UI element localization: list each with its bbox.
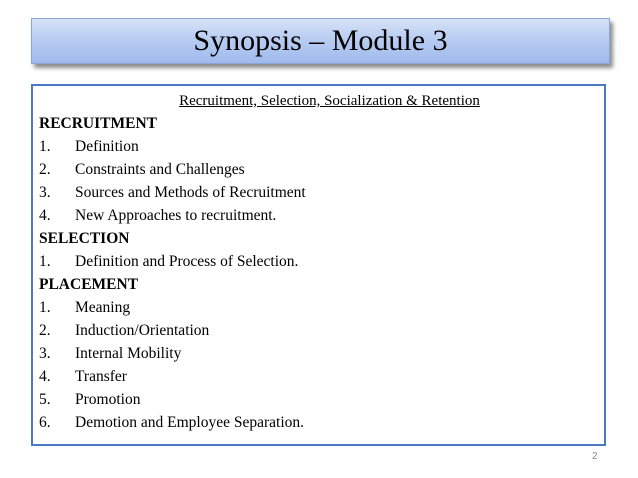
- list-item: [39, 411, 306, 434]
- list-item: [39, 319, 306, 342]
- list-item: [39, 135, 306, 158]
- list-item: [39, 365, 306, 388]
- item-text: Meaning: [75, 299, 131, 316]
- slide-title: Synopsis – Module 3: [193, 24, 448, 57]
- slide-number: 2: [592, 451, 598, 462]
- item-number: 4.: [39, 207, 51, 224]
- item-number: 1.: [39, 299, 51, 316]
- item-text: Constraints and Challenges: [75, 161, 245, 178]
- list-item: [39, 388, 306, 411]
- section-heading-placement: PLACEMENT: [39, 276, 139, 293]
- item-number: 1.: [39, 138, 51, 155]
- item-text: Demotion and Employee Separation.: [75, 414, 304, 431]
- item-text: New Approaches to recruitment.: [75, 207, 277, 224]
- item-number: 2.: [39, 161, 51, 178]
- list-item: [39, 342, 306, 365]
- list-item: [39, 204, 306, 227]
- subtitle-text: Recruitment, Selection, Socialization & Retention: [179, 93, 480, 109]
- section-heading-selection: SELECTION: [39, 230, 130, 247]
- item-text: Sources and Methods of Recruitment: [75, 184, 306, 201]
- item-number: 4.: [39, 368, 51, 385]
- list-item: [39, 250, 306, 273]
- item-text: Transfer: [75, 368, 127, 385]
- item-text: Promotion: [75, 391, 141, 408]
- topic-list: [39, 112, 306, 434]
- item-number: 3.: [39, 184, 51, 201]
- item-number: 2.: [39, 322, 51, 339]
- item-number: 5.: [39, 391, 51, 408]
- list-item: [39, 181, 306, 204]
- title-bar: [31, 18, 610, 64]
- item-text: Definition: [75, 138, 139, 155]
- item-text: Definition and Process of Selection.: [75, 253, 299, 270]
- list-item: [39, 296, 306, 319]
- item-number: 1.: [39, 253, 51, 270]
- section-heading-recruitment: RECRUITMENT: [39, 115, 157, 132]
- item-number: 3.: [39, 345, 51, 362]
- slide-subtitle: [33, 92, 604, 110]
- item-text: Internal Mobility: [75, 345, 182, 362]
- list-item: [39, 158, 306, 181]
- item-text: Induction/Orientation: [75, 322, 210, 339]
- content-box: [31, 84, 606, 446]
- item-number: 6.: [39, 414, 51, 431]
